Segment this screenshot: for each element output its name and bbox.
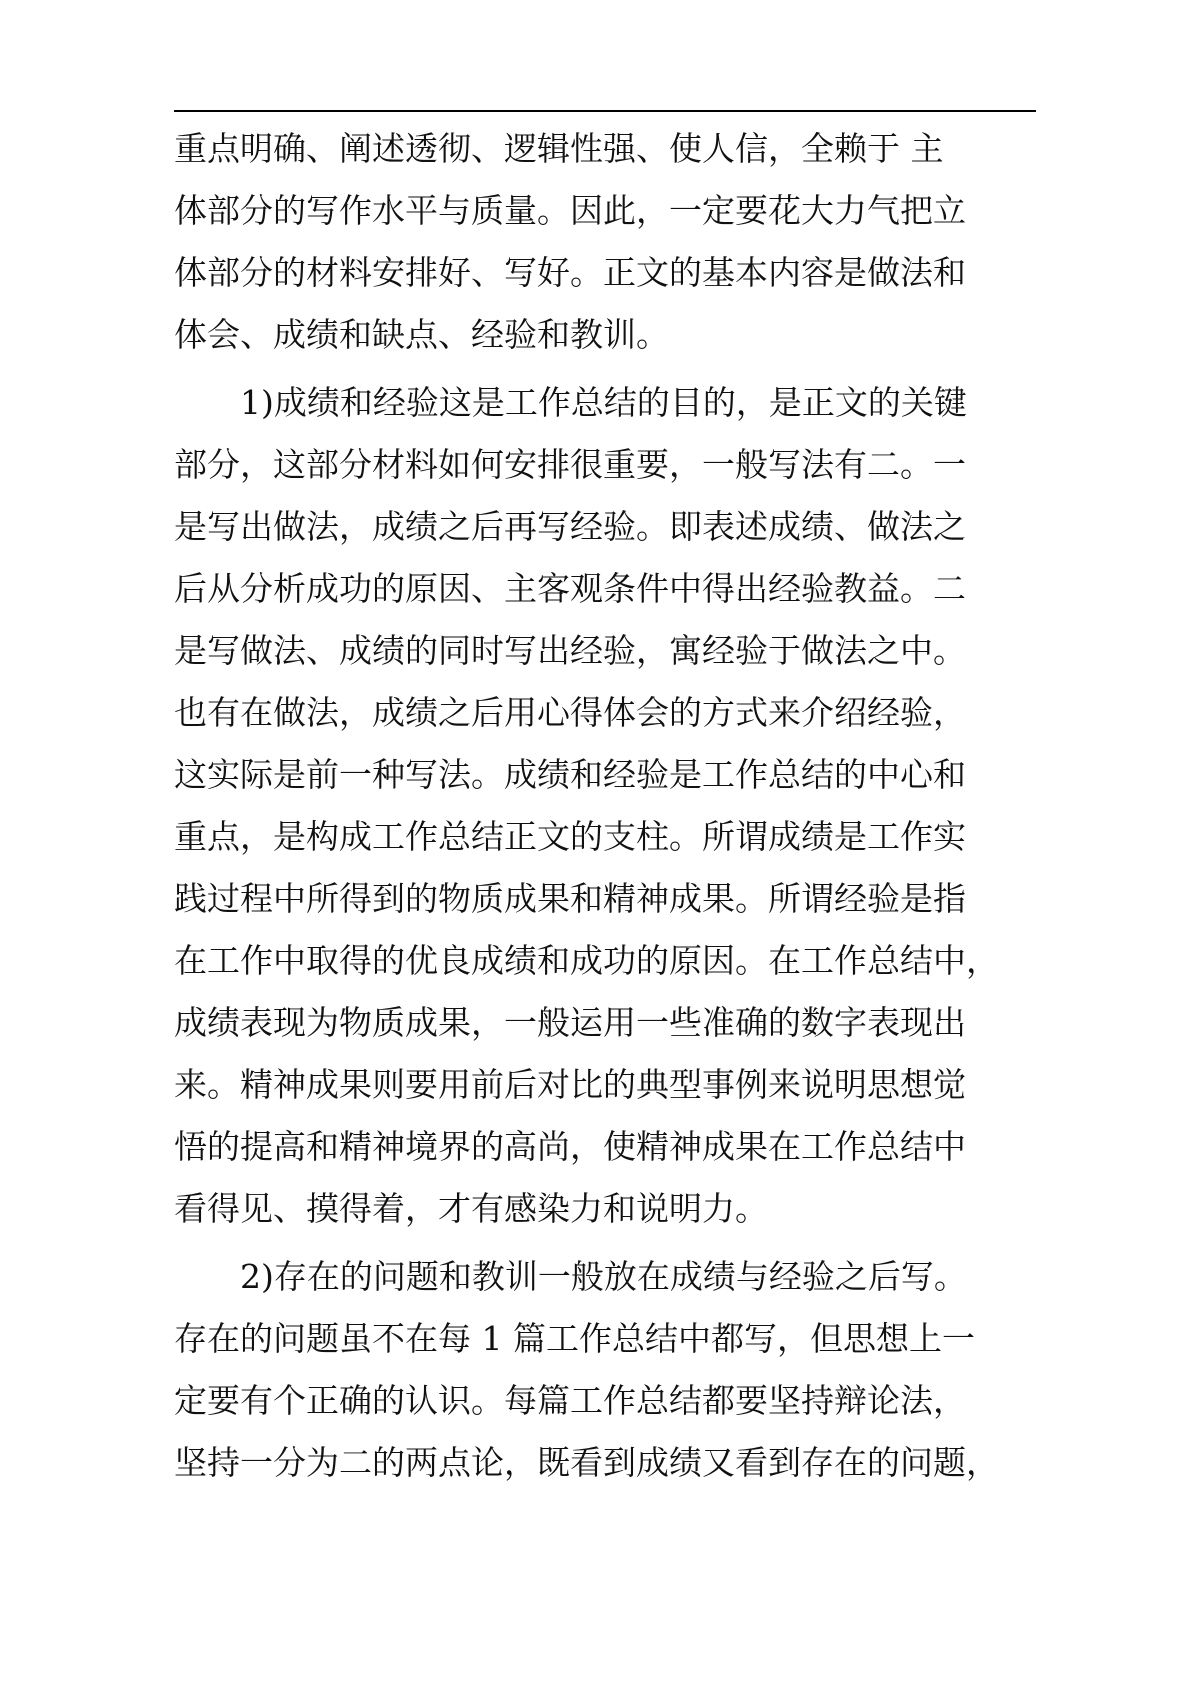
text-line: 体部分的材料安排好、写好。正文的基本内容是做法和 <box>174 253 966 292</box>
text-line: 坚持一分为二的两点论，既看到成绩又看到存在的问题， <box>174 1443 999 1482</box>
text-line: 看得见、摸得着，才有感染力和说明力。 <box>174 1189 768 1228</box>
paragraph-achievements-experience <box>174 372 1046 1240</box>
text-line: 也有在做法，成绩之后用心得体会的方式来介绍经验， <box>174 693 966 732</box>
text-line: 重点，是构成工作总结正文的支柱。所谓成绩是工作实 <box>174 817 966 856</box>
text-line: 1)成绩和经验这是工作总结的目的，是正文的关键 <box>240 383 967 422</box>
text-line: 悟的提高和精神境界的高尚，使精神成果在工作总结中 <box>174 1127 966 1166</box>
paragraph-intro <box>174 118 1046 366</box>
text-line: 在工作中取得的优良成绩和成功的原因。在工作总结中， <box>174 941 999 980</box>
text-line: 这实际是前一种写法。成绩和经验是工作总结的中心和 <box>174 755 966 794</box>
text-line: 是写做法、成绩的同时写出经验，寓经验于做法之中。 <box>174 631 966 670</box>
text-line: 后从分析成功的原因、主客观条件中得出经验教益。二 <box>174 569 966 608</box>
text-line: 体会、成绩和缺点、经验和教训。 <box>174 315 669 354</box>
text-line: 体部分的写作水平与质量。因此，一定要花大力气把立 <box>174 191 966 230</box>
text-line: 部分，这部分材料如何安排很重要，一般写法有二。一 <box>174 445 966 484</box>
text-line: 存在的问题虽不在每 1 篇工作总结中都写，但思想上一 <box>174 1319 975 1358</box>
paragraph-problems-lessons <box>174 1246 1046 1494</box>
text-line: 定要有个正确的认识。每篇工作总结都要坚持辩论法， <box>174 1381 966 1420</box>
text-line: 2)存在的问题和教训一般放在成绩与经验之后写。 <box>240 1257 967 1296</box>
header-rule <box>174 110 1036 112</box>
text-line: 是写出做法，成绩之后再写经验。即表述成绩、做法之 <box>174 507 966 546</box>
text-line: 来。精神成果则要用前后对比的典型事例来说明思想觉 <box>174 1065 966 1104</box>
text-line: 重点明确、阐述透彻、逻辑性强、使人信，全赖于 主 <box>174 129 944 168</box>
document-body <box>174 118 1046 1494</box>
text-line: 践过程中所得到的物质成果和精神成果。所谓经验是指 <box>174 879 966 918</box>
text-line: 成绩表现为物质成果，一般运用一些准确的数字表现出 <box>174 1003 966 1042</box>
